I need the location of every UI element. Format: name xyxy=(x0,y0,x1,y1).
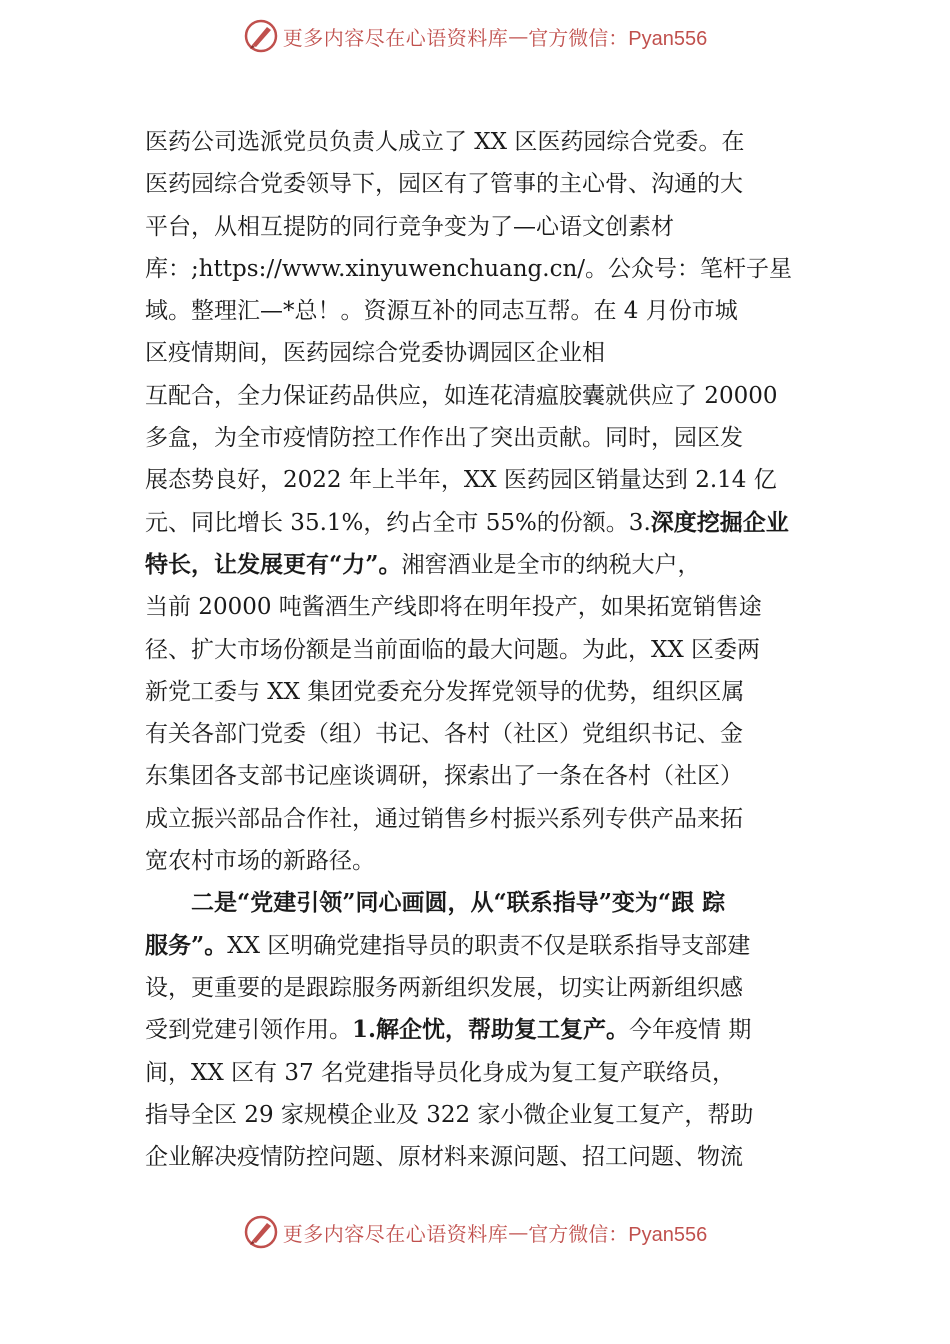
pen-logo-icon xyxy=(243,1214,279,1250)
bold-text-segment: 特长，让发展更有“力”。 xyxy=(145,550,402,578)
text-line xyxy=(145,248,825,290)
text-segment: 有关各部门党委（组）书记、各村（社区）党组织书记、金 xyxy=(145,721,743,748)
bold-text-segment: 服务”。 xyxy=(145,931,228,959)
text-line xyxy=(145,544,825,586)
text-line xyxy=(145,417,825,459)
text-segment: 径、扩大市场份额是当前面临的最大问题。为此，XX 区委两 xyxy=(145,636,761,663)
footer-watermark xyxy=(0,1210,950,1254)
text-segment: 区疫情期间，医药园综合党委协调园区企业相 xyxy=(145,340,605,367)
text-line xyxy=(145,713,825,755)
text-line xyxy=(145,459,825,501)
text-segment: 东集团各支部书记座谈调研，探索出了一条在各村（社区） xyxy=(145,763,743,790)
document-body xyxy=(145,121,825,1178)
text-line xyxy=(145,882,825,924)
text-segment: 库：;https://www.xinyuwenchuang.cn/。公众号：笔杆子星 xyxy=(145,255,793,282)
text-line xyxy=(145,375,825,417)
text-segment: 成立振兴部品合作社，通过销售乡村振兴系列专供产品来拓 xyxy=(145,805,743,832)
text-segment: 医药公司选派党员负责人成立了 XX 区医药园综合党委。在 xyxy=(145,129,745,155)
watermark-dash: — xyxy=(508,1220,529,1244)
text-segment: 受到党建引领作用。 xyxy=(145,1017,352,1044)
text-segment: XX 区明确党建指导员的职责不仅是联系指导支部建 xyxy=(227,932,751,959)
text-line xyxy=(145,840,825,882)
text-segment: 展态势良好，2022 年上半年，XX 医药园区销量达到 2.14 亿 xyxy=(145,467,777,494)
text-segment: 医药园综合党委领导下，园区有了管事的主心骨、沟通的大 xyxy=(145,171,743,198)
text-segment: 企业解决疫情防控问题、原材料来源问题、招工问题、物流 xyxy=(145,1144,743,1171)
text-line xyxy=(145,629,825,671)
text-line xyxy=(145,967,825,1009)
text-line xyxy=(145,1136,825,1178)
text-segment: 今年疫情 期 xyxy=(629,1017,752,1044)
header-watermark xyxy=(0,14,950,58)
text-segment: 设，更重要的是跟踪服务两新组织发展，切实让两新组织感 xyxy=(145,974,743,1001)
text-segment: 湘窖酒业是全市的纳税大户， xyxy=(401,551,701,578)
text-segment: 多盒，为全市疫情防控工作作出了突出贡献。同时，园区发 xyxy=(145,425,743,452)
text-line xyxy=(145,1052,825,1094)
bold-text-segment: 1.解企忧，帮助复工复产。 xyxy=(352,1016,630,1044)
text-line xyxy=(145,755,825,797)
text-line xyxy=(145,290,825,332)
bold-text-segment: 二是“党建引领”同心画圆，从“联系指导”变为“跟 踪 xyxy=(191,889,726,917)
pen-logo-icon xyxy=(243,18,279,54)
text-line xyxy=(145,925,825,967)
text-line xyxy=(145,121,825,163)
watermark-wechat-text: 官方微信：Pyan556 xyxy=(528,27,708,50)
text-segment: 域。整理汇—*总！。资源互补的同志互帮。在 4 月份市城 xyxy=(145,298,738,325)
text-line xyxy=(145,798,825,840)
text-line xyxy=(145,1094,825,1136)
watermark-main-text: 更多内容尽在心语资料库 xyxy=(282,25,509,50)
text-line xyxy=(145,1009,825,1051)
text-line xyxy=(145,206,825,248)
text-segment: 宽农村市场的新路径。 xyxy=(145,848,375,875)
watermark-wechat-text: 官方微信：Pyan556 xyxy=(528,1223,708,1246)
text-line xyxy=(145,586,825,628)
text-segment: 当前 20000 吨酱酒生产线即将在明年投产，如果拓宽销售途 xyxy=(145,594,762,621)
text-segment: 互配合，全力保证药品供应，如连花清瘟胶囊就供应了 20000 xyxy=(145,382,778,409)
text-line xyxy=(145,163,825,205)
text-segment: 间，XX 区有 37 名党建指导员化身成为复工复产联络员， xyxy=(145,1059,735,1086)
text-segment: 指导全区 29 家规模企业及 322 家小微企业复工复产，帮助 xyxy=(145,1101,754,1128)
text-line xyxy=(145,671,825,713)
watermark-dash: — xyxy=(508,24,529,48)
text-line xyxy=(145,332,825,374)
text-segment: 新党工委与 XX 集团党委充分发挥党领导的优势，组织区属 xyxy=(145,678,745,705)
bold-text-segment: 深度挖掘企业 xyxy=(650,508,789,536)
watermark-main-text: 更多内容尽在心语资料库 xyxy=(282,1221,509,1246)
text-segment: 平台，从相互提防的同行竞争变为了—心语文创素材 xyxy=(145,213,674,240)
text-line xyxy=(145,502,825,544)
text-segment: 元、同比增长 35.1%，约占全市 55%的份额。3. xyxy=(145,509,651,536)
